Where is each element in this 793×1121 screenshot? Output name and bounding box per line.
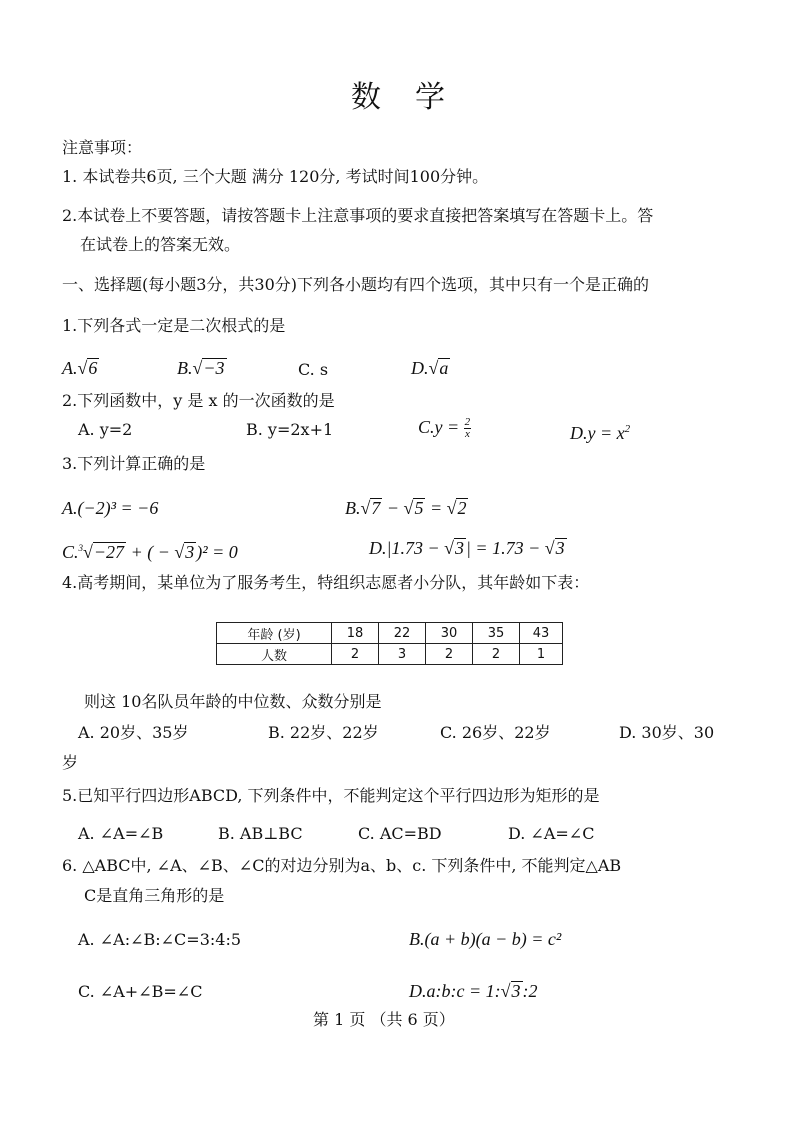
q3-option-c: C.$^3$√−27 + ( − √3 )² = 0 [62,542,238,562]
q3-c-radicand-1: −27 [93,542,125,562]
q6-option-b: B.(a + b)(a − b) = c² [409,929,562,949]
q2-c-numerator: 2 [464,416,471,429]
q4-stem: 4.高考期间，某单位为了服务考生，特组织志愿者小分队，其年龄如下表： [62,573,590,592]
section-1-heading: 一、选择题(每小题3分，共30分)下列各小题均有四个选项，其中只有一个是正确的 [62,275,650,294]
age-table-cell: 35 [473,623,520,644]
notice-item-2-line2: 在试卷上的答案无效。 [80,235,241,254]
q6-option-d: D.a:b:c = 1:√3 :2 [409,981,538,1001]
q5-stem: 5.已知平行四边形ABCD, 下列条件中，不能判定这个平行四边形为矩形的是 [62,786,600,805]
q6-option-a: A. ∠A:∠B:∠C=3:4:5 [78,930,242,949]
q6-d-label: D.a:b:c = 1: [409,981,501,1001]
age-table [216,622,563,665]
q2-d-label: D.y = x [570,423,625,443]
q4-option-d: D. 30岁、30 [619,723,715,742]
q5-option-a: A. ∠A=∠B [78,824,164,843]
q1-option-a: A.√6 [62,358,98,378]
q2-c-fraction [464,417,472,440]
q2-option-c [418,416,471,440]
q2-c-label: C.y = [418,417,460,437]
q4-option-c: C. 26岁、22岁 [440,723,551,742]
q3-c-middle: + ( − [126,542,175,562]
q6-stem-line1: 6. △ABC中, ∠A、∠B、∠C的对边分别为a、b、c. 下列条件中, 不能判定△AB [62,856,622,875]
q1-stem: 1.下列各式一定是二次根式的是 [62,316,286,335]
q3-b-minus: − [382,498,404,518]
q5-option-b: B. AB⊥BC [218,824,303,843]
q1-option-c: C. s [298,360,329,379]
q5-option-d: D. ∠A=∠C [508,824,595,843]
q1-option-d: D.√a [411,358,449,378]
q3-stem: 3.下列计算正确的是 [62,454,206,473]
q3-b-radicand-3: 2 [457,498,467,518]
q3-d-label: D.|1.73 − [369,538,445,558]
page-footer: 第 1 页 （共 6 页） [313,1010,455,1029]
q3-d-radicand-2: 3 [555,538,565,558]
age-table-header-count: 人数 [217,644,332,665]
age-table-cell: 2 [426,644,473,665]
q2-option-a: A. y=2 [78,420,133,439]
notice-item-1: 1. 本试卷共6页, 三个大题 满分 120分, 考试时间100分钟。 [62,167,489,186]
q1-a-radicand: 6 [88,358,98,378]
q3-c-label: C. [62,542,79,562]
age-table-cell: 22 [379,623,426,644]
age-table-cell: 3 [379,644,426,665]
notice-heading: 注意事项： [62,138,143,157]
q3-b-radicand-1: 7 [371,498,381,518]
age-table-cell: 2 [332,644,379,665]
age-table-row-counts [217,644,563,665]
age-table-cell: 43 [520,623,563,644]
q2-d-exponent: 2 [624,423,631,435]
q3-c-end: )² = 0 [196,542,238,562]
q2-option-d [570,418,630,444]
q2-stem: 2.下列函数中，y 是 x 的一次函数的是 [62,391,335,410]
q1-a-label: A. [62,358,78,378]
q1-option-b: B.√−3 [177,358,225,378]
q4-option-d-wrap: 岁 [62,753,79,772]
q3-c-radicand-2: 3 [185,542,195,562]
notice-item-2-line1: 2.本试卷上不要答题，请按答题卡上注意事项的要求直接把答案填写在答题卡上。答 [62,206,654,225]
q2-c-denominator: x [464,428,470,441]
q3-option-d: D.|1.73 − √3 | = 1.73 − √3 [369,538,565,558]
age-table-cell: 18 [332,623,379,644]
q1-d-radicand: a [439,358,449,378]
page-title: 数 学 [351,80,447,115]
age-table-header-age: 年龄 (岁) [217,623,332,644]
q5-option-c: C. AC=BD [358,824,442,843]
q3-d-radicand-1: 3 [454,538,464,558]
age-table-row-ages [217,623,563,644]
q4-option-b: B. 22岁、22岁 [268,723,379,742]
age-table-cell: 1 [520,644,563,665]
age-table-cell: 30 [426,623,473,644]
q4-option-a: A. 20岁、35岁 [78,723,189,742]
q3-option-a: A.(−2)³ = −6 [62,498,159,518]
q6-d-end: :2 [522,981,538,1001]
q3-b-label: B. [345,498,361,518]
q1-b-label: B. [177,358,193,378]
q4-sub-question: 则这 10名队员年龄的中位数、众数分别是 [84,692,382,711]
q6-d-radicand: 3 [511,981,521,1001]
q1-b-radicand: −3 [203,358,225,378]
q2-option-b: B. y=2x+1 [246,420,334,439]
q3-d-middle: | = 1.73 − [465,538,545,558]
q1-d-label: D. [411,358,429,378]
q3-option-b: B.√7 − √5 = √2 [345,498,467,518]
q6-option-c: C. ∠A+∠B=∠C [78,982,203,1001]
q6-stem-line2: C是直角三角形的是 [84,886,225,905]
q3-b-equals: = [425,498,447,518]
q3-b-radicand-2: 5 [414,498,424,518]
age-table-cell: 2 [473,644,520,665]
q3-c-root-index: 3 [78,543,84,553]
